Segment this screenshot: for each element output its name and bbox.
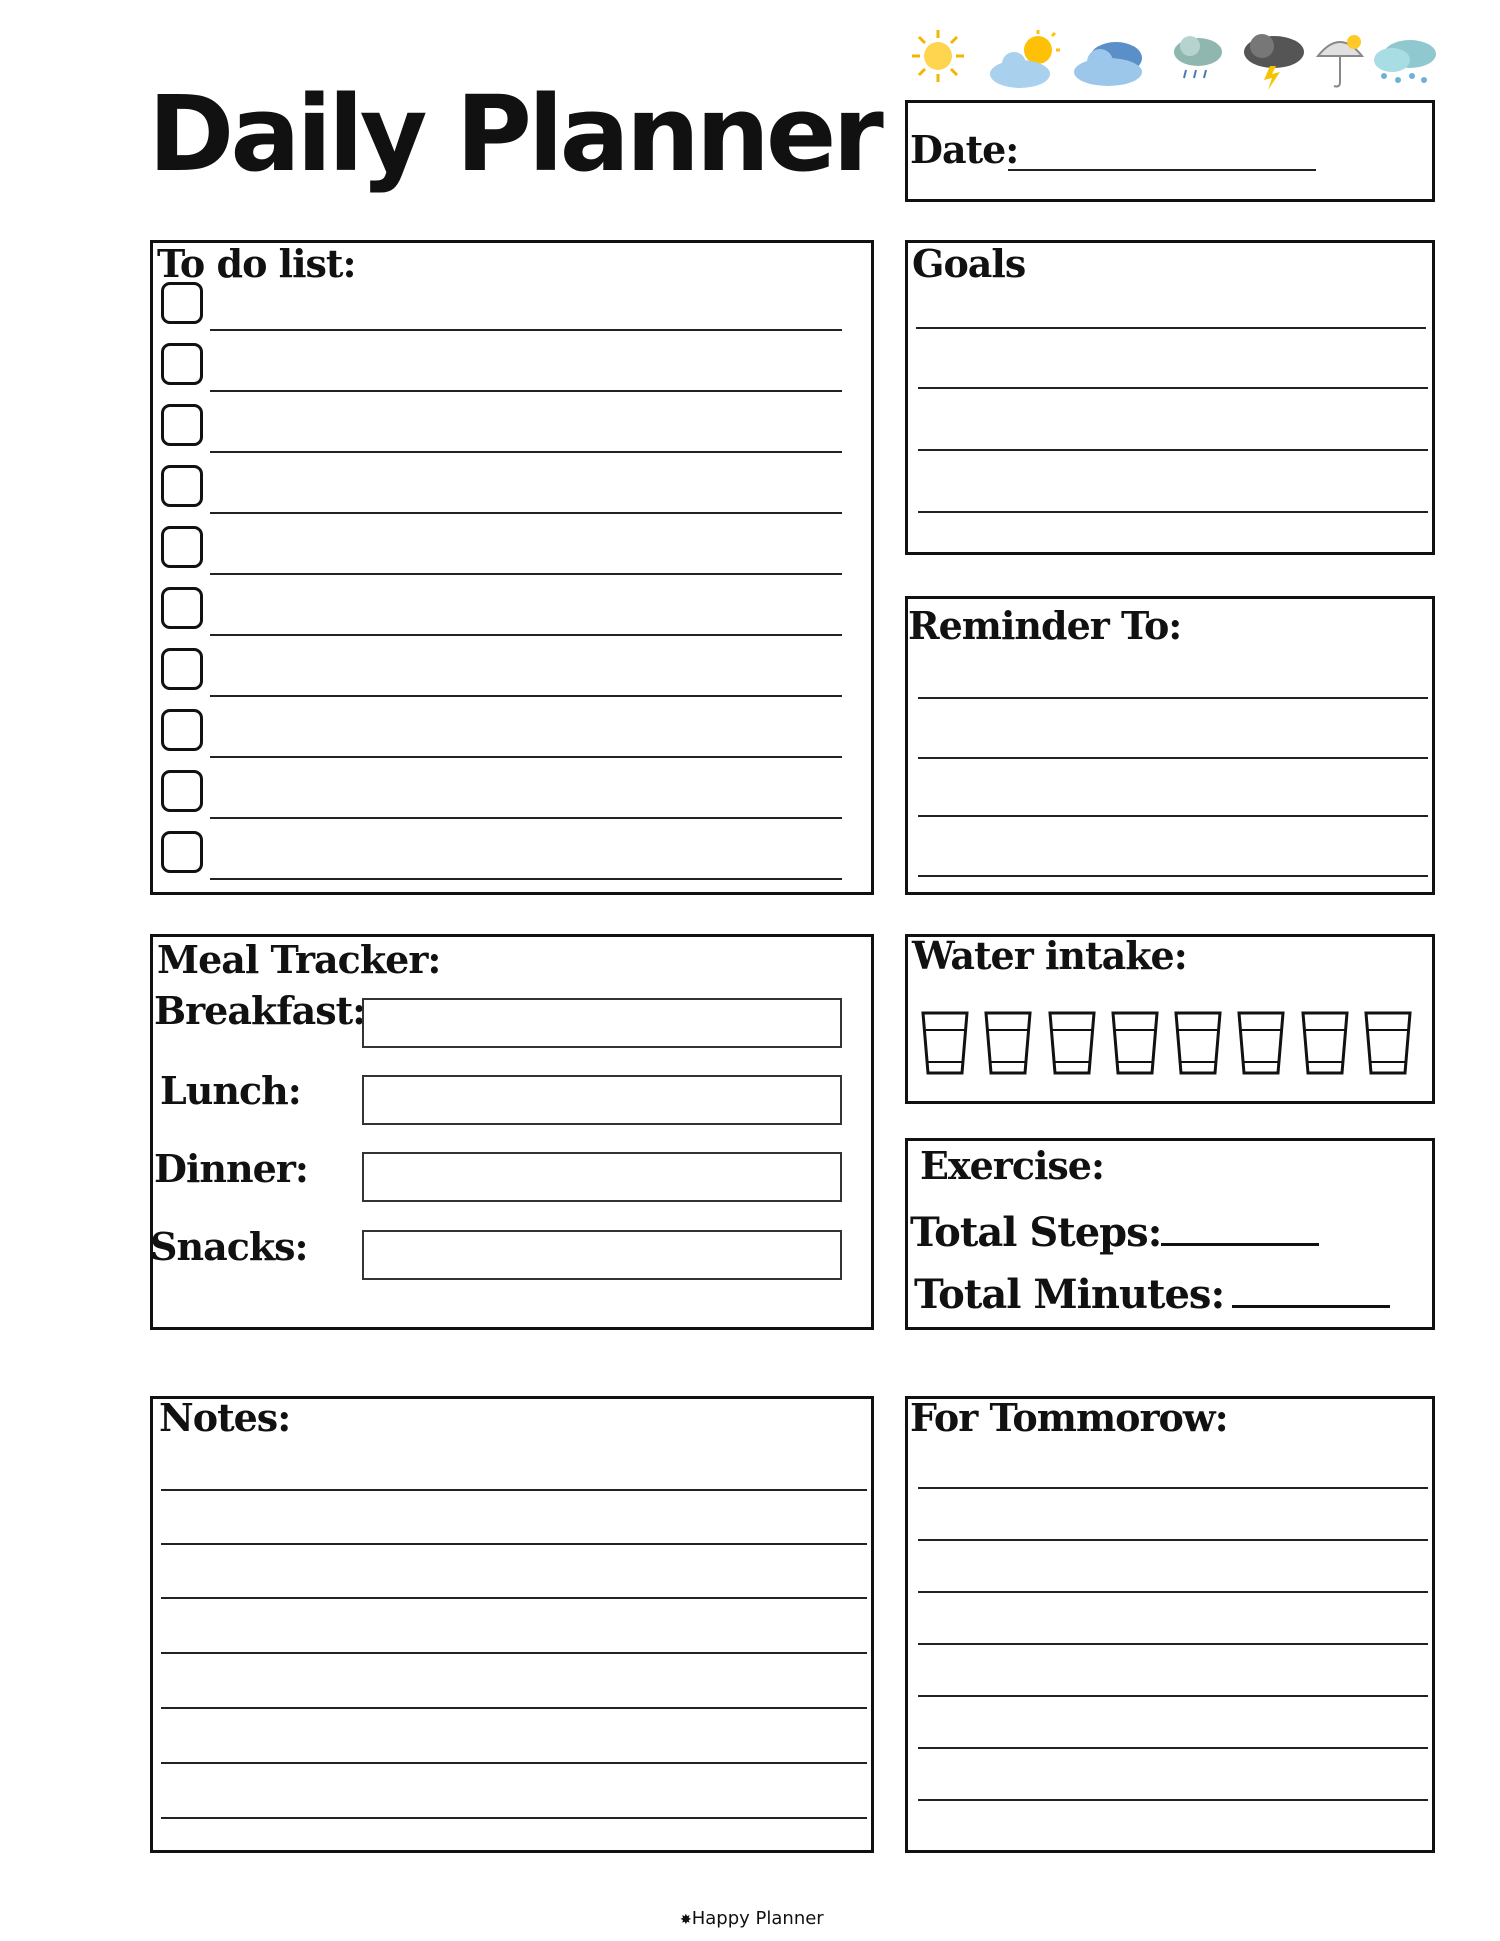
for-tomorrow-box bbox=[905, 1396, 1435, 1853]
todo-line[interactable] bbox=[210, 817, 842, 819]
partly-cloudy-icon bbox=[986, 28, 1066, 90]
todo-line[interactable] bbox=[210, 695, 842, 697]
water-glass-icon[interactable] bbox=[920, 1010, 970, 1076]
tomorrow-line[interactable] bbox=[918, 1799, 1428, 1801]
todo-box bbox=[150, 240, 874, 895]
todo-checkbox[interactable] bbox=[161, 648, 203, 690]
lunch-label: Lunch: bbox=[160, 1068, 301, 1113]
breakfast-field[interactable] bbox=[362, 998, 842, 1048]
total-minutes-row bbox=[914, 1271, 1390, 1318]
snacks-field[interactable] bbox=[362, 1230, 842, 1280]
total-steps-field[interactable] bbox=[1161, 1209, 1319, 1246]
water-glass-icon[interactable] bbox=[1173, 1010, 1223, 1076]
dinner-label: Dinner: bbox=[154, 1146, 308, 1191]
total-steps-label: Total Steps: bbox=[910, 1209, 1162, 1256]
sun-icon bbox=[910, 28, 966, 84]
todo-checkbox[interactable] bbox=[161, 465, 203, 507]
tomorrow-line[interactable] bbox=[918, 1487, 1428, 1489]
todo-checkbox[interactable] bbox=[161, 404, 203, 446]
notes-line[interactable] bbox=[161, 1597, 867, 1599]
todo-line[interactable] bbox=[210, 390, 842, 392]
goals-line[interactable] bbox=[918, 387, 1428, 389]
reminder-line[interactable] bbox=[918, 815, 1428, 817]
water-glass-icon[interactable] bbox=[1047, 1010, 1097, 1076]
notes-label: Notes: bbox=[159, 1395, 291, 1440]
notes-line[interactable] bbox=[161, 1762, 867, 1764]
water-glass-icon[interactable] bbox=[1363, 1010, 1413, 1076]
goals-box bbox=[905, 240, 1435, 555]
notes-line[interactable] bbox=[161, 1817, 867, 1819]
todo-checkbox[interactable] bbox=[161, 709, 203, 751]
lunch-field[interactable] bbox=[362, 1075, 842, 1125]
reminder-label: Reminder To: bbox=[908, 603, 1182, 648]
goals-line[interactable] bbox=[918, 449, 1428, 451]
todo-checkbox[interactable] bbox=[161, 526, 203, 568]
water-glass-icon[interactable] bbox=[1110, 1010, 1160, 1076]
tomorrow-line[interactable] bbox=[918, 1539, 1428, 1541]
reminder-line[interactable] bbox=[918, 757, 1428, 759]
todo-checkbox[interactable] bbox=[161, 770, 203, 812]
reminder-box bbox=[905, 596, 1435, 895]
goals-line[interactable] bbox=[918, 511, 1428, 513]
water-glass-icon[interactable] bbox=[1236, 1010, 1286, 1076]
footer-brand bbox=[680, 1908, 824, 1929]
water-glass-icon[interactable] bbox=[983, 1010, 1033, 1076]
notes-line[interactable] bbox=[161, 1707, 867, 1709]
snow-icon bbox=[1368, 28, 1440, 90]
todo-line[interactable] bbox=[210, 573, 842, 575]
todo-line[interactable] bbox=[210, 878, 842, 880]
dinner-field[interactable] bbox=[362, 1152, 842, 1202]
date-box bbox=[905, 100, 1435, 202]
tomorrow-line[interactable] bbox=[918, 1695, 1428, 1697]
tomorrow-line[interactable] bbox=[918, 1591, 1428, 1593]
todo-checkbox[interactable] bbox=[161, 343, 203, 385]
notes-line[interactable] bbox=[161, 1543, 867, 1545]
tomorrow-line[interactable] bbox=[918, 1747, 1428, 1749]
goals-line[interactable] bbox=[916, 327, 1426, 329]
tomorrow-line[interactable] bbox=[918, 1643, 1428, 1645]
exercise-box bbox=[905, 1138, 1435, 1330]
splash-icon: ✸ bbox=[680, 1912, 692, 1928]
todo-line[interactable] bbox=[210, 451, 842, 453]
total-minutes-field[interactable] bbox=[1232, 1271, 1390, 1308]
notes-line[interactable] bbox=[161, 1652, 867, 1654]
todo-line[interactable] bbox=[210, 634, 842, 636]
meal-tracker-label: Meal Tracker: bbox=[157, 937, 441, 982]
water-intake-label: Water intake: bbox=[912, 933, 1187, 978]
rain-icon bbox=[1168, 28, 1228, 90]
todo-checkbox[interactable] bbox=[161, 831, 203, 873]
total-minutes-label: Total Minutes: bbox=[914, 1271, 1225, 1318]
notes-line[interactable] bbox=[161, 1489, 867, 1491]
date-label: Date: bbox=[910, 127, 1019, 172]
footer-brand-text: Happy Planner bbox=[691, 1908, 824, 1929]
goals-label: Goals bbox=[912, 241, 1026, 286]
total-steps-row bbox=[910, 1209, 1319, 1256]
todo-line[interactable] bbox=[210, 756, 842, 758]
exercise-label: Exercise: bbox=[920, 1143, 1104, 1188]
breakfast-label: Breakfast: bbox=[154, 988, 366, 1033]
reminder-line[interactable] bbox=[918, 875, 1428, 877]
reminder-line[interactable] bbox=[918, 697, 1428, 699]
snacks-label: Snacks: bbox=[150, 1224, 308, 1269]
cloudy-icon bbox=[1068, 28, 1152, 90]
thunderstorm-icon bbox=[1236, 28, 1310, 90]
todo-line[interactable] bbox=[210, 512, 842, 514]
todo-line[interactable] bbox=[210, 329, 842, 331]
todo-checkbox[interactable] bbox=[161, 282, 203, 324]
todo-label: To do list: bbox=[157, 241, 356, 286]
water-glass-icon[interactable] bbox=[1300, 1010, 1350, 1076]
for-tomorrow-label: For Tommorow: bbox=[910, 1395, 1228, 1440]
notes-box bbox=[150, 1396, 874, 1853]
umbrella-icon bbox=[1314, 28, 1366, 90]
date-field[interactable] bbox=[1008, 169, 1316, 171]
todo-checkbox[interactable] bbox=[161, 587, 203, 629]
page-title: Daily Planner bbox=[148, 73, 880, 195]
